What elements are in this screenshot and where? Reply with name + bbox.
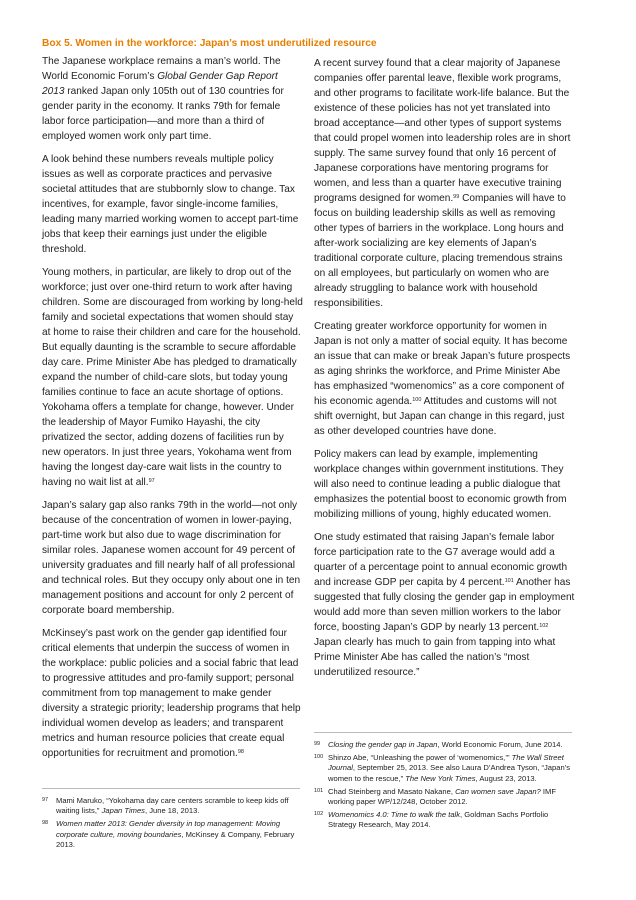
footnote-rule-left: [42, 788, 300, 789]
footnotes-right: [314, 740, 572, 834]
footnote-text: Chad Steinberg and Masato Nakane, Can women save Japan? IMF working paper WP/12/248, October 2012.: [328, 786, 556, 807]
footnote: [314, 753, 572, 784]
footnote: [314, 787, 572, 807]
footnote: [314, 810, 572, 830]
footnote-text: Shinzo Abe, “Unleashing the power of ‘womenomics,’” The Wall Street Journal, September 25, 2013. See also Laura D’Andrea Tyson, “Japan’s women to the rescue,” The New York Times, August 23, 2013.: [328, 753, 571, 783]
body-paragraph: Creating greater workforce opportunity for women in Japan is not only a matter of social equity. It has become an issue that can make or break Japan’s future prospects as aging shrinks the workforce, and Prime Minister Abe has emphasized “womenomics” as a core component of his economic agenda.$^{100}$ Attitudes and customs will not shift overnight, but Japan can change in this regard, just as other developed countries have done.: [314, 321, 571, 437]
body-paragraph: McKinsey’s past work on the gender gap identified four critical elements that underpin the success of women in the workplace: public policies and a social fabric that lead to progressive attitudes and pro-family support; personal commitment from top management to make gender diversity a strategic priority; leadership programs that help individual women develop as leaders; and transparent metrics and human resource policies that create equal opportunities for recruitment and promotion.$^{98}$: [42, 628, 301, 759]
footnote-number: 102: [314, 811, 324, 818]
body-paragraph: Japan’s salary gap also ranks 79th in the world—not only because of the concentration of women in lower-paying, part-time work but also due to wage discrimination for similar roles. Japanese women account for 49 percent of university graduates and fill nearly half of all professional and technical roles. But they occupy only about one in ten management positions and account for only 2 percent of corporate board membership.: [42, 500, 301, 616]
footnote-number: 101: [314, 787, 324, 794]
body-paragraph: A recent survey found that a clear majority of Japanese companies offer parental leave, flexible work programs, and other programs to facilitate work-life balance. But the existence of these policies has not yet translated into broad acceptance—and other types of support systems that could propel women into leadership roles are in short supply. The same survey found that only 16 percent of Japanese corporations have mentoring programs for women, and less than a quarter have executive training programs designed for women.$^{99}$ Companies will have to focus on building leadership skills as well as removing other types of barriers in the workplace. Long hours and after-work socializing are key elements of Japan’s traditional corporate culture, placing tremendous strains on all employees, but particularly on women who are already struggling to balance work with household responsibilities.: [314, 58, 571, 309]
body-paragraph: Young mothers, in particular, are likely to drop out of the workforce; just over one-third return to work after having children. Some are discouraged from working by long-held family and societal expectations that women should stay at home to raise their children and care for the household. But equally daunting is the scramble to secure affordable day care. Prime Minister Abe has pledged to dramatically expand the number of child-care slots, but today young families continue to face an acute shortage of options. Yokohama offers a template for change, however. Under the leadership of Mayor Fumiko Hayashi, the city privatized the sector, adding dozens of facilities run by new operators. In just three years, Yokohama went from having the longest day-care wait lists in the country to having no wait list at all.$^{97}$: [42, 267, 303, 488]
footnote-text: Women matter 2013: Gender diversity in top management: Moving corporate culture, moving boundaries, McKinsey & Company, February 2013.: [56, 819, 295, 849]
body-paragraph: A look behind these numbers reveals multiple policy issues as well as corporate practices and pervasive societal attitudes that are stubbornly slow to change. Tax incentives, for example, favor single-income families, leading many married working women to accept part-time jobs that keep their earnings just under the eligible threshold.: [42, 154, 299, 255]
footnote-number: 99: [314, 741, 321, 747]
footnote-text: Closing the gender gap in Japan, World Economic Forum, June 2014.: [328, 740, 563, 749]
footnote-number: 98: [42, 820, 49, 827]
body-paragraph: Policy makers can lead by example, implementing workplace changes within government institutions. They will also need to continue leading a public dialogue that emphasizes the potential boost to economic growth from mobilizing millions of young, highly educated women.: [314, 449, 567, 520]
footnote: [42, 796, 300, 816]
footnote-number: 100: [314, 754, 324, 761]
footnote-text: Mami Maruko, “Yokohama day care centers scramble to keep kids off waiting lists,” Japan Times, June 18, 2013.: [56, 796, 289, 816]
body-paragraph: The Japanese workplace remains a man’s world. The World Economic Forum’s Global Gender Gap Report 2013 ranked Japan only 105th out of 130 countries for gender parity in the economy. It ranks 79th for female labor force participation—and more than a third of employed women work only part time.: [42, 56, 284, 142]
right-column: [314, 56, 575, 688]
footnote: [42, 819, 300, 850]
footnote-number: 97: [42, 797, 49, 803]
footnote-text: Womenomics 4.0: Time to walk the talk, Goldman Sachs Portfolio Strategy Research, May 2014.: [328, 810, 549, 830]
footnote: [314, 740, 572, 750]
footnotes-left: [42, 796, 300, 853]
left-column: [42, 54, 303, 769]
box-title: Box 5. Women in the workforce: Japan’s most underutilized resource: [42, 38, 377, 49]
footnote-rule-right: [314, 732, 572, 733]
body-paragraph: One study estimated that raising Japan’s female labor force participation rate to the G7 average would add a quarter of a percentage point to annual economic growth and increase GDP per capita by 4 percent.$^{101}$ Another has suggested that fully closing the gender gap in employment would add more than seven million workers to the labor force, boosting Japan’s GDP by nearly 13 percent.$^{102}$ Japan clearly has much to gain from tapping into what Prime Minister Abe has called the nation’s “most underutilized resource.”: [314, 532, 575, 678]
